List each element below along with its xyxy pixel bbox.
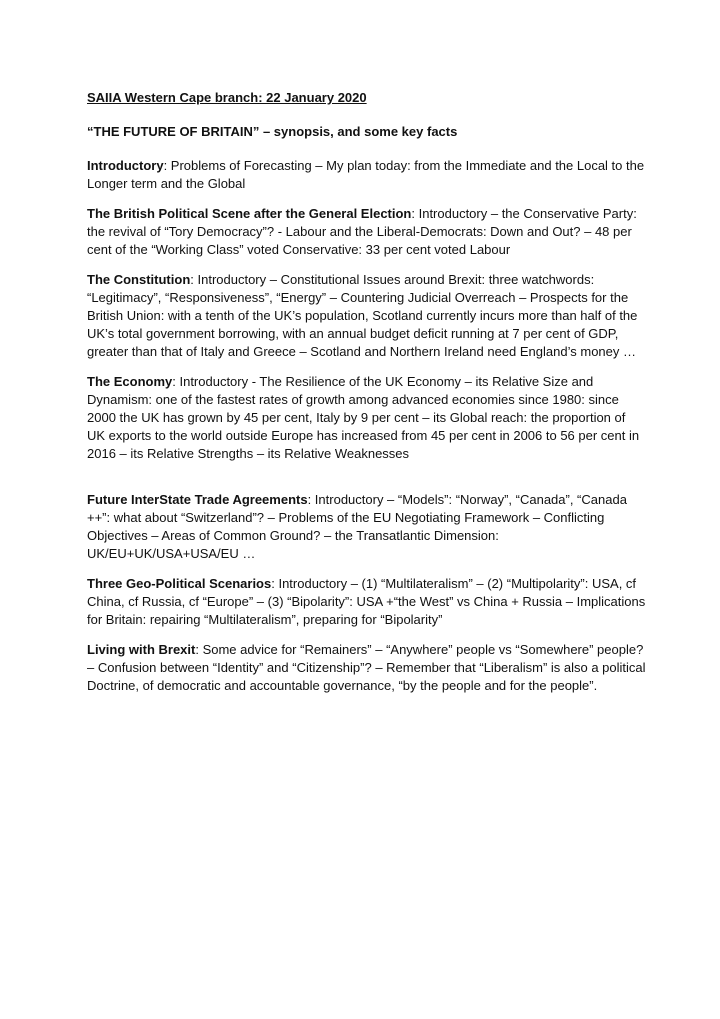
section-text: : Introductory – Constitutional Issues around Brexit: three watchwords: “Legitimacy”, “Responsiveness”, “Energy” – Countering Judicial Overreach – Prospects for the British Union: with a tenth of the UK’s population, Scotland currently incurs more than half of the UK’s total government borrowing, with an annual budget deficit running at 7 per cent of GDP, greater than that of Italy and Greece – Scotland and Northern Ireland need England’s money … bbox=[87, 272, 638, 359]
section-text: : Introductory - The Resilience of the UK Economy – its Relative Size and Dynamism: one of the fastest rates of growth among advanced economies since 1980: since 2000 the UK has grown by 45 per cent, Italy by 9 per cent – its Global reach: the proportion of UK exports to the world outside Europe has increased from 45 per cent in 2006 to 56 per cent in 2016 – its Relative Strengths – its Relative Weaknesses bbox=[87, 374, 640, 461]
section-text: : Introductory – the Conservative Party: the revival of “Tory Democracy”? - Labour and the Liberal-Democrats: Down and Out? – 48 per cent of the “Working Class” voted Conservative: 33 per cent voted Labour bbox=[87, 206, 637, 257]
section-text: : Introductory – (1) “Multilateralism” – (2) “Multipolarity”: USA, cf China, cf Russia, cf “Europe” – (3) “Bipolarity”: USA +“the West” vs China + Russia – Implications for Britain: repairing “Multilateralism”, preparing for “Bipolarity” bbox=[87, 576, 646, 627]
section-label: Living with Brexit bbox=[87, 642, 196, 657]
section-label: The Economy bbox=[87, 374, 173, 389]
section-text: : Some advice for “Remainers” – “Anywhere” people vs “Somewhere” people? – Confusion between “Identity” and “Citizenship”? – Remember that “Liberalism” is also a political Doctrine, of democratic and accountable governance, “by the people and for the people”. bbox=[87, 642, 646, 693]
event-heading: SAIIA Western Cape branch: 22 January 2020 bbox=[87, 90, 367, 105]
section-trade-agreements bbox=[87, 491, 647, 563]
section-living-with-brexit bbox=[87, 641, 647, 695]
section-geopolitical-scenarios bbox=[87, 575, 647, 629]
section-label: The British Political Scene after the General Election bbox=[87, 206, 412, 221]
document-page bbox=[87, 89, 647, 707]
section-constitution bbox=[87, 271, 647, 361]
document-title: “THE FUTURE OF BRITAIN” – synopsis, and some key facts bbox=[87, 124, 458, 139]
section-label: Three Geo-Political Scenarios bbox=[87, 576, 272, 591]
section-economy bbox=[87, 373, 647, 463]
section-text: : Introductory – “Models”: “Norway”, “Canada”, “Canada ++”: what about “Switzerland”? – Problems of the EU Negotiating Framework – Conflicting Objectives – Areas of Common Ground? – the Transatlantic Dimension: UK/EU+UK/USA+USA/EU … bbox=[87, 492, 627, 561]
section-political-scene bbox=[87, 205, 647, 259]
section-text: : Problems of Forecasting – My plan today: from the Immediate and the Local to the Longer term and the Global bbox=[87, 158, 645, 191]
section-label: Future InterState Trade Agreements bbox=[87, 492, 308, 507]
section-label: The Constitution bbox=[87, 272, 191, 287]
section-label: Introductory bbox=[87, 158, 164, 173]
section-introductory bbox=[87, 157, 647, 193]
